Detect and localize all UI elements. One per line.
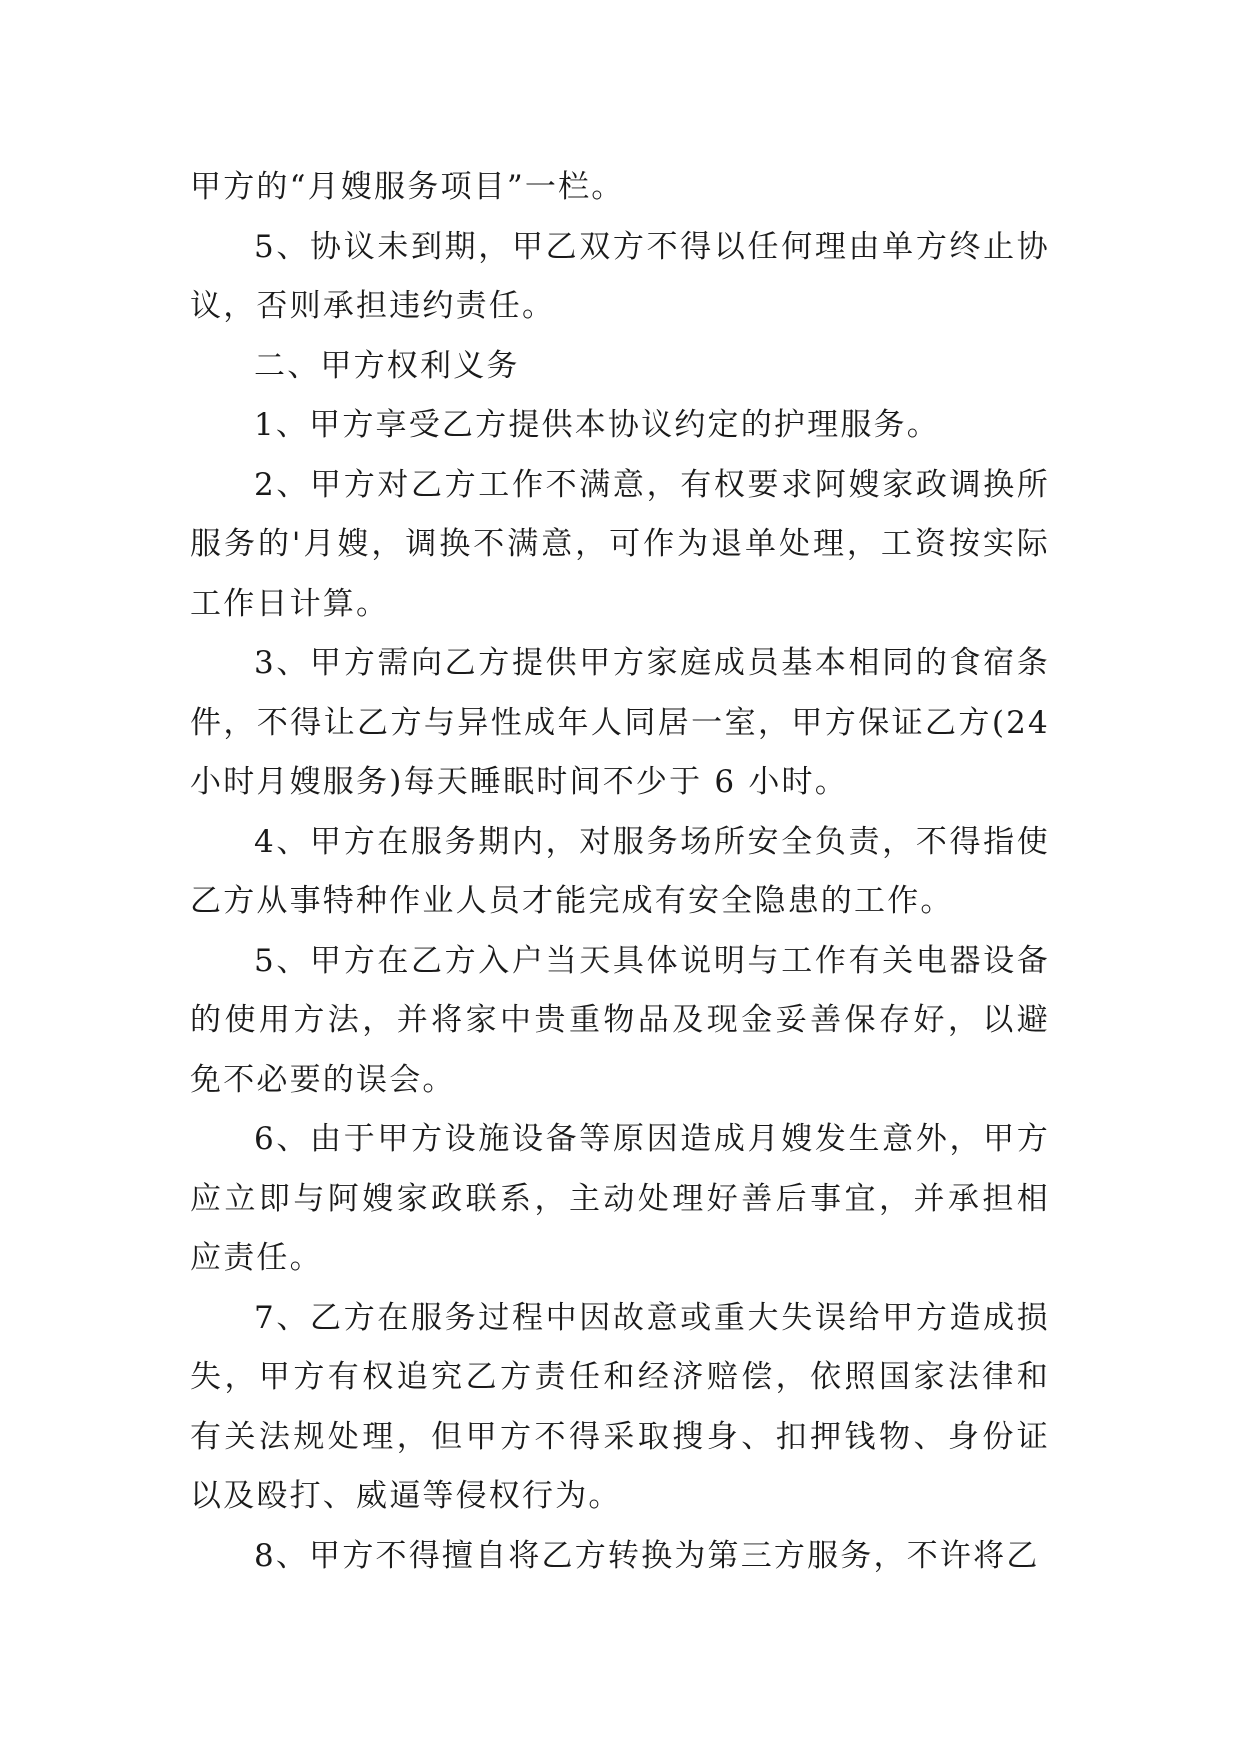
paragraph-clause-7: 7、乙方在服务过程中因故意或重大失误给甲方造成损失，甲方有权追究乙方责任和经济赔偿，依照国家法律和有关法规处理，但甲方不得采取搜身、扣押钱物、身份证以及殴打、威逼等侵权行为。 xyxy=(190,1299,1050,1514)
paragraph-clause-1: 1、甲方享受乙方提供本协议约定的护理服务。 xyxy=(254,407,940,443)
paragraph-clause-5-termination: 5、协议未到期，甲乙双方不得以任何理由单方终止协议，否则承担违约责任。 xyxy=(190,228,1050,324)
paragraph-clause-8: 8、甲方不得擅自将乙方转换为第三方服务，不许将乙 xyxy=(254,1537,1040,1574)
paragraph-clause-3: 3、甲方需向乙方提供甲方家庭成员基本相同的食宿条件，不得让乙方与异性成年人同居一室，甲方保证乙方(24小时月嫂服务)每天睡眠时间不少于 6 小时。 xyxy=(190,645,1050,800)
section-heading-party-a-rights: 二、甲方权利义务 xyxy=(254,347,520,384)
paragraph-clause-6: 6、由于甲方设施设备等原因造成月嫂发生意外，甲方应立即与阿嫂家政联系，主动处理好善后事宜，并承担相应责任。 xyxy=(190,1121,1050,1276)
document-body xyxy=(190,158,1050,1586)
paragraph-clause-4: 4、甲方在服务期内，对服务场所安全负责，不得指使乙方从事特种作业人员才能完成有安全隐患的工作。 xyxy=(190,823,1050,919)
paragraph-clause-2: 2、甲方对乙方工作不满意，有权要求阿嫂家政调换所服务的'月嫂，调换不满意，可作为退单处理，工资按实际工作日计算。 xyxy=(190,466,1050,622)
paragraph-service-items-column: 甲方的“月嫂服务项目”一栏。 xyxy=(190,169,625,205)
paragraph-clause-5: 5、甲方在乙方入户当天具体说明与工作有关电器设备的使用方法，并将家中贵重物品及现金妥善保存好，以避免不必要的误会。 xyxy=(190,942,1050,1098)
